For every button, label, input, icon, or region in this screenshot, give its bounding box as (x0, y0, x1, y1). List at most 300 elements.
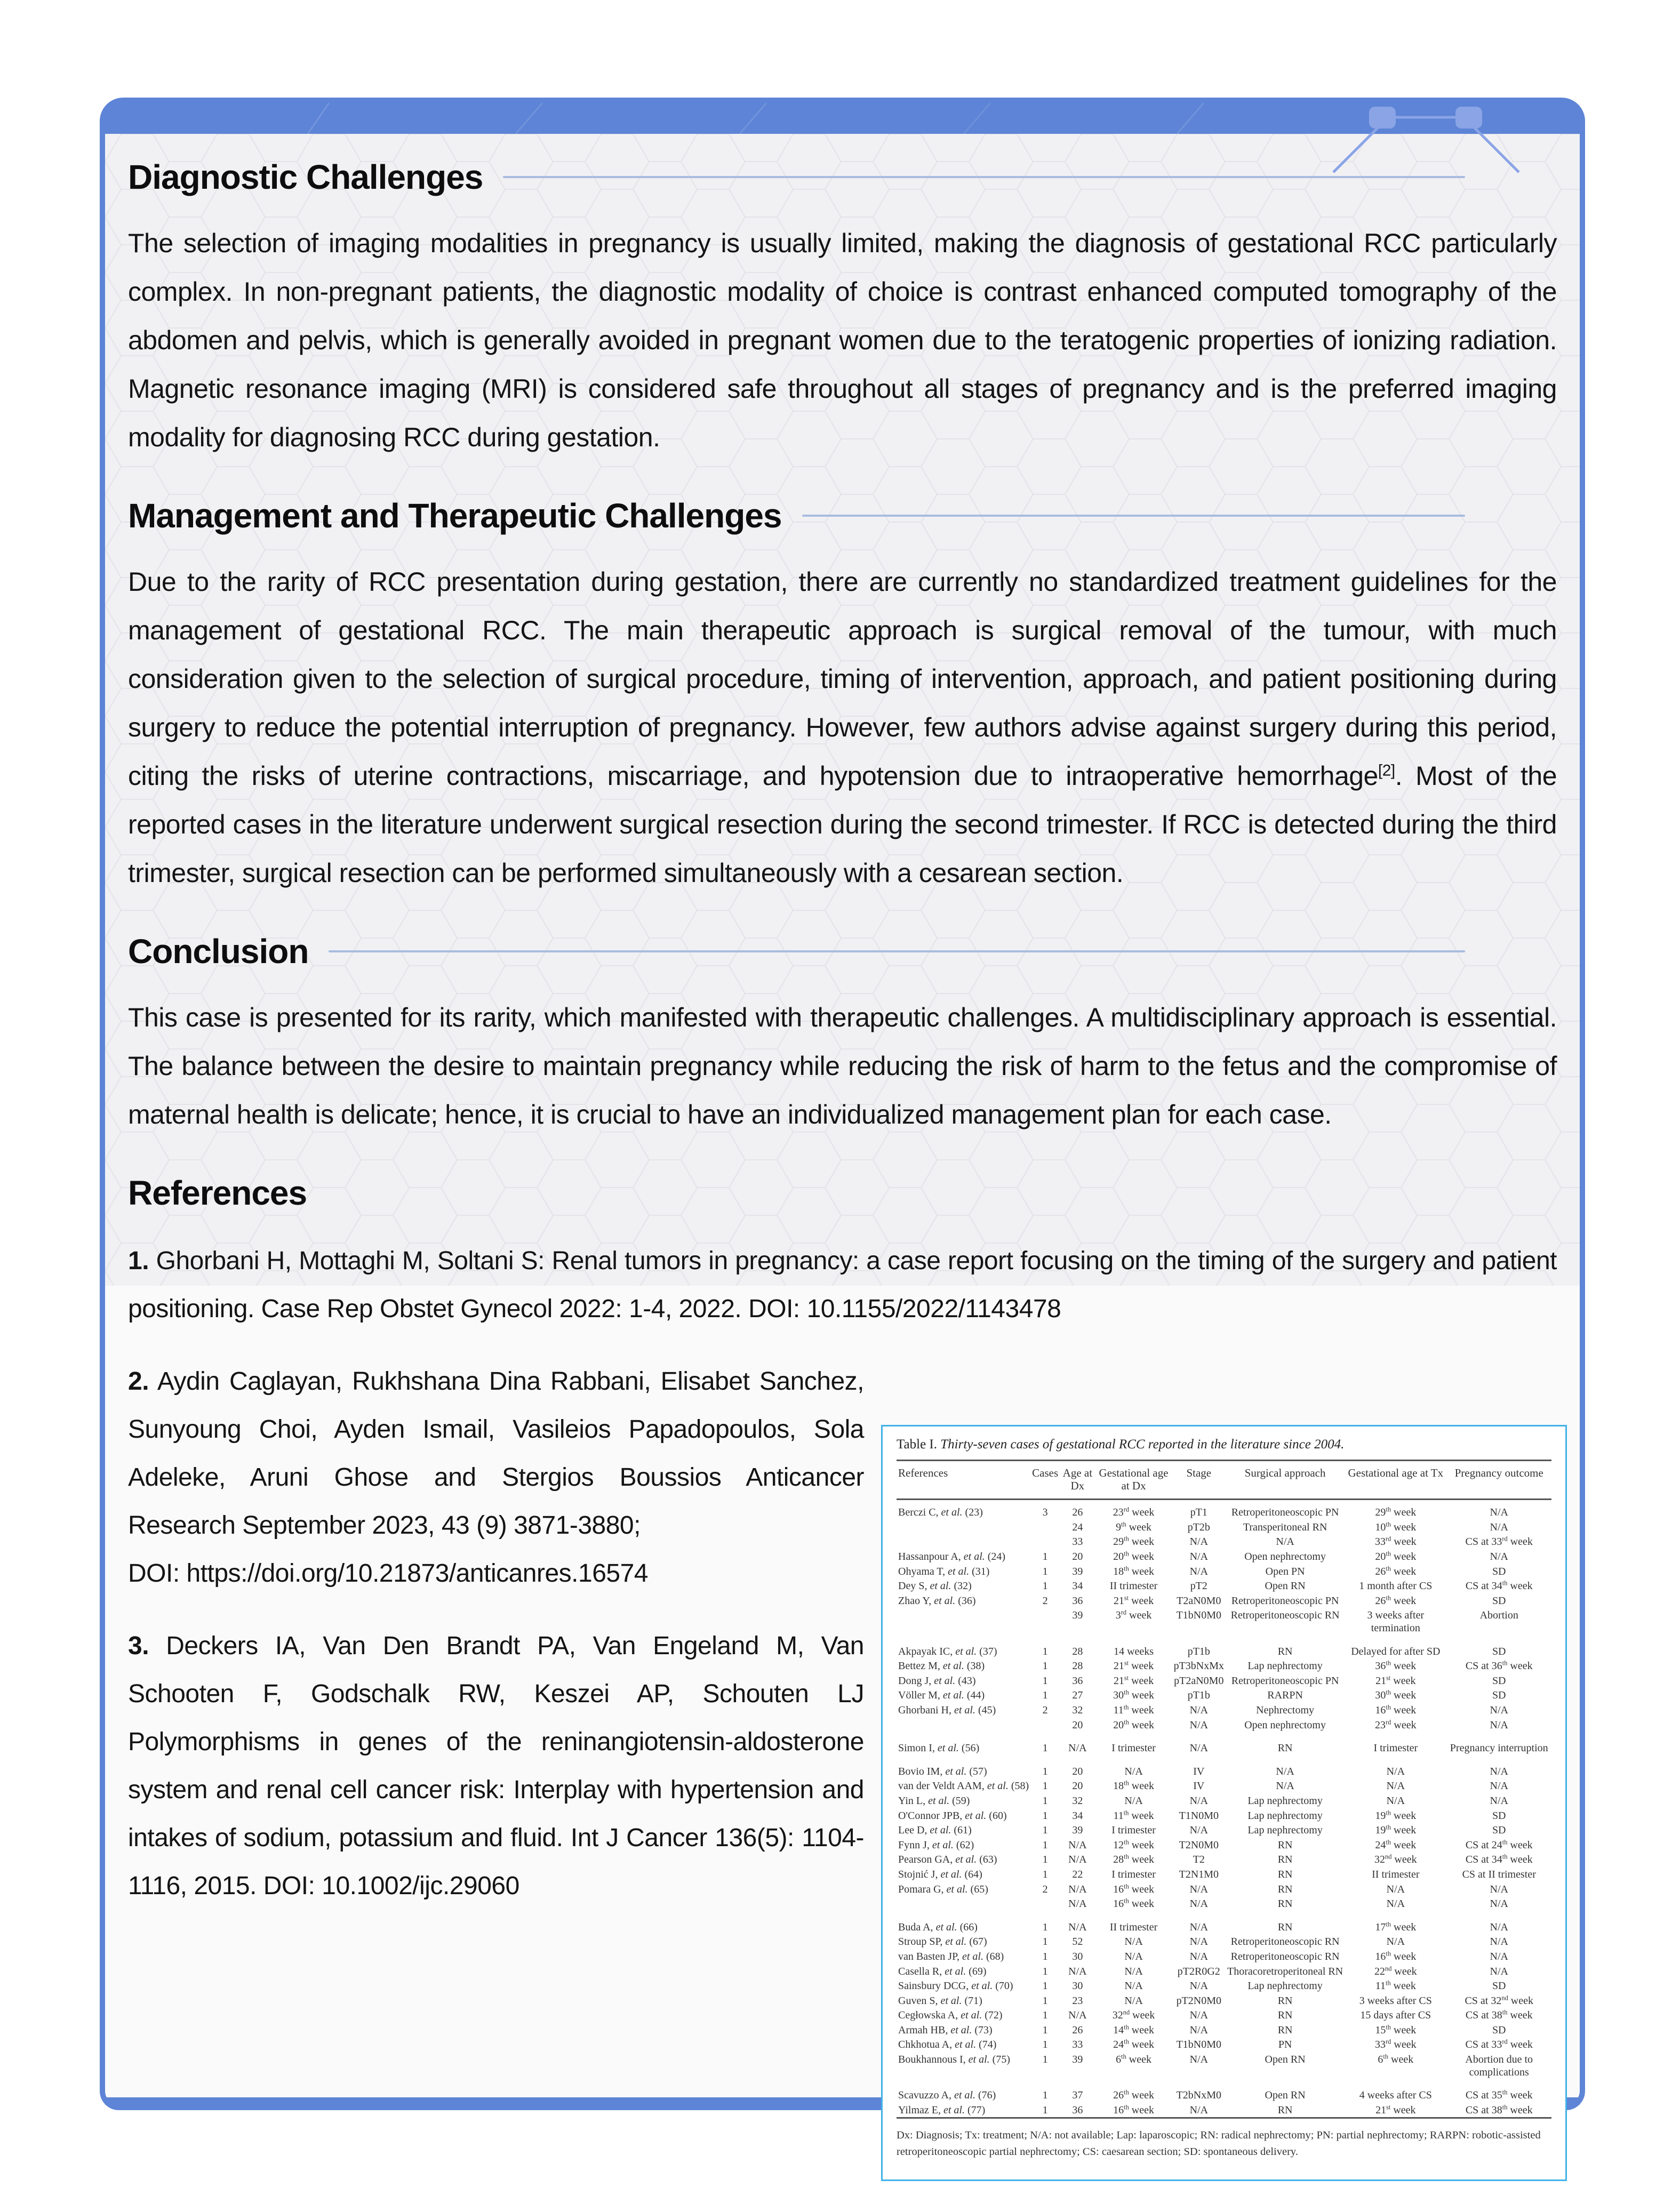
table-column-header: Stage (1172, 1461, 1226, 1500)
table-cell: 20 (1072, 1765, 1083, 1777)
table-cell: N/A (1276, 1536, 1294, 1548)
table-row (897, 1534, 1551, 1549)
table-header-row (897, 1461, 1551, 1500)
table-cell: pT1b (1187, 1645, 1210, 1657)
table-cell: 1 (1042, 1809, 1048, 1822)
table-cell: N/A (1386, 1765, 1405, 1777)
table-cell: Guven S, et al. (71) (898, 1994, 982, 2007)
table-cell: 16th week (1113, 2103, 1154, 2116)
table-cell: 3 (1042, 1506, 1048, 1519)
table-cell: N/A (1189, 1824, 1209, 1837)
table-cell: Ghorbani H, et al. (45) (898, 1704, 996, 1716)
table-cell: 36 (1072, 2104, 1083, 2116)
table-cell: pT2b (1187, 1521, 1210, 1533)
reference-number: 1. (128, 1247, 149, 1275)
table-cell: 52 (1072, 1936, 1083, 1948)
table-row (897, 1564, 1551, 1579)
table-cell (897, 1896, 1030, 1911)
table-cell: 1 (1042, 2104, 1048, 2116)
table-cell (1030, 1520, 1060, 1535)
table-cell: N/A (1276, 1780, 1294, 1792)
table-row (897, 1688, 1551, 1703)
table-cell: 10th week (1375, 1520, 1417, 1533)
table-row (897, 2037, 1551, 2052)
table-cell: Bovio IM, et al. (57) (898, 1765, 987, 1777)
table-cell: N/A (1068, 2009, 1087, 2022)
section-heading-diagnostic: Diagnostic Challenges (128, 158, 483, 196)
table-cell: 21st week (1113, 1594, 1154, 1607)
molecule-icon (1286, 103, 1516, 134)
table-cell: Open RN (1265, 2054, 1306, 2066)
table-cell: 11th week (1375, 1979, 1416, 1992)
table-cell: Armah HB, et al. (73) (898, 2024, 993, 2036)
table-cell: Pomara G, et al. (65) (898, 1883, 988, 1895)
table-column-header: References (897, 1461, 1030, 1500)
table-cell: 20th week (1375, 1550, 1417, 1563)
table-cell: N/A (1189, 2009, 1209, 2022)
table-cell: 1 (1042, 1551, 1048, 1563)
table-cell: N/A (1189, 1536, 1209, 1548)
table-cell: 17th week (1375, 1920, 1417, 1933)
table-cell: N/A (1386, 1794, 1405, 1807)
table-cell: CS at 34th week (1465, 1579, 1533, 1592)
table-row (897, 1636, 1551, 1659)
table-cell: N/A (1490, 1936, 1508, 1948)
table-cell: CS at 38th week (1465, 2103, 1533, 2116)
table-cell: T1bN0M0 (1176, 2039, 1222, 2051)
table-cell: I trimester (1111, 1868, 1156, 1880)
table-cell: Bettez M, et al. (38) (898, 1660, 985, 1672)
table-cell: Open nephrectomy (1244, 1551, 1326, 1563)
table-cell: IV (1193, 1780, 1205, 1792)
table-cell: T2 (1193, 1854, 1205, 1866)
table-cell: 1 (1042, 1645, 1048, 1657)
table-cell: I trimester (1373, 1742, 1418, 1754)
table-cell: Retroperitoneoscopic RN (1230, 1936, 1340, 1948)
table-cell: Retroperitoneoscopic RN (1230, 1950, 1340, 1962)
table-cell: N/A (1189, 1704, 1209, 1716)
table-row (897, 2008, 1551, 2023)
table-cell: N/A (1124, 1794, 1143, 1807)
table-row (897, 1838, 1551, 1853)
table-cell: Hassanpour A, et al. (24) (898, 1551, 1006, 1563)
table-cell: N/A (1189, 1950, 1209, 1962)
table-cell: RN (1277, 2104, 1293, 2116)
table-cell: Delayed for after SD (1351, 1645, 1441, 1657)
reference-doi: DOI: https://doi.org/10.21873/anticanres.16574 (128, 1559, 648, 1588)
table-cell: II trimester (1109, 1580, 1158, 1592)
table-cell: Yilmaz E, et al. (77) (898, 2104, 986, 2116)
section-references (128, 1173, 1557, 1213)
table-cell: 1 (1042, 1580, 1048, 1592)
table-cell: 32 (1072, 1794, 1083, 1807)
table-cell: RN (1277, 1839, 1293, 1851)
table-row (897, 1949, 1551, 1964)
table-cell: 33 (1072, 2039, 1083, 2051)
table-cell: Dong J, et al. (43) (898, 1674, 976, 1687)
table-row (897, 1964, 1551, 1979)
table-cell: Retroperitoneoscopic PN (1231, 1506, 1339, 1519)
table-cell: 16th week (1113, 1882, 1154, 1895)
table-cell: N/A (1490, 1780, 1508, 1792)
table-cell: pT2N0M0 (1176, 1994, 1222, 2007)
table-cell: 1 (1042, 1868, 1048, 1880)
table-cell: II trimester (1109, 1921, 1158, 1933)
section-management-challenges (128, 496, 1557, 535)
table-row (897, 1896, 1551, 1911)
table-cell: SD (1492, 2024, 1506, 2036)
table-cell: RN (1277, 2009, 1293, 2022)
table-cell: N/A (1490, 1551, 1508, 1563)
table-cell: Chkhotua A, et al. (74) (898, 2039, 997, 2051)
table-cell: Lap nephrectomy (1247, 1809, 1323, 1822)
table-cell: Abortion (1479, 1609, 1518, 1622)
table-cell: I trimester (1111, 1824, 1156, 1837)
reference-number: 2. (128, 1367, 149, 1396)
table-row (897, 1673, 1551, 1688)
table-cell: Akpayak IC, et al. (37) (898, 1645, 997, 1657)
table-cell: N/A (1490, 1950, 1508, 1962)
table-cell: 20 (1072, 1780, 1083, 1792)
table-cell: T2aN0M0 (1177, 1594, 1221, 1607)
table-cell: 32nd week (1112, 2008, 1155, 2022)
table-cell: T1N0M0 (1179, 1809, 1219, 1822)
table-cell: pT1 (1190, 1506, 1207, 1519)
table-cell: RN (1277, 2024, 1293, 2036)
table-cell: CS at 38th week (1465, 2008, 1533, 2022)
header-band (105, 103, 1580, 134)
table-footnote: Dx: Diagnosis; Tx: treatment; N/A: not available; Lap: laparoscopic; RN: radical nephrectomy; PN: partial nephrectomy; RARPN: robotic-assisted retroperitoneoscopic partial nephrectomy; CS: caesarean section; SD: spontaneous delivery. (897, 2129, 1541, 2158)
citation-superscript: [2] (1378, 762, 1395, 780)
table-cell: Pearson GA, et al. (63) (898, 1854, 997, 1866)
table-cell: N/A (1189, 2104, 1209, 2116)
table-row (897, 2103, 1551, 2118)
table-cell: 32nd week (1374, 1853, 1417, 1866)
table-row (897, 1500, 1551, 1520)
table-cell: 1 (1042, 1839, 1048, 1851)
table-cell: N/A (1490, 1883, 1508, 1895)
section-conclusion (128, 932, 1557, 971)
heading-rule (802, 515, 1466, 517)
table-cell: 39 (1072, 1565, 1083, 1577)
table-cell: Völler M, et al. (44) (898, 1689, 985, 1702)
table-cell: 2 (1042, 1594, 1048, 1607)
table-cell: O'Connor JPB, et al. (60) (898, 1809, 1007, 1822)
table-cell: 21st week (1375, 1674, 1416, 1687)
table-cell: 20th week (1113, 1550, 1154, 1563)
table-cell: Open PN (1265, 1565, 1305, 1577)
reference-number: 3. (128, 1632, 149, 1660)
table-cell: N/A (1189, 1883, 1209, 1895)
table-cell: CS at 33rd week (1465, 1535, 1533, 1548)
table-cell: 22 (1072, 1868, 1083, 1880)
table-cell: Retroperitoneoscopic PN (1231, 1674, 1339, 1687)
table-cell: Casella R, et al. (69) (898, 1965, 987, 1977)
table-cell: N/A (1189, 1719, 1209, 1731)
table-column-header: Gestational age at Dx (1095, 1461, 1172, 1500)
table-cell: 1 (1042, 2089, 1048, 2102)
table-cell: N/A (1490, 1965, 1508, 1977)
table-cell: 24th week (1375, 1838, 1417, 1851)
table-row (897, 1593, 1551, 1608)
table-cell: 1 (1042, 1674, 1048, 1687)
table-row (897, 1718, 1551, 1733)
table-column-header: Gestational age at Tx (1345, 1461, 1446, 1500)
table-cell: N/A (1068, 1965, 1087, 1977)
table-cell: 22nd week (1374, 1964, 1417, 1977)
table-cell (1030, 1608, 1060, 1635)
table-row (897, 1793, 1551, 1808)
table-cell: SD (1492, 1980, 1506, 1992)
table-cell: 1 (1042, 1565, 1048, 1577)
table-row (897, 2079, 1551, 2103)
table-row (897, 1520, 1551, 1535)
table-row (897, 1852, 1551, 1867)
table-cell: 36 (1072, 1674, 1083, 1687)
table-row (897, 1934, 1551, 1949)
section-diagnostic-challenges (128, 157, 1557, 197)
table-cell: RN (1277, 1883, 1293, 1895)
table-cell: N/A (1068, 1839, 1087, 1851)
table-cell: RN (1277, 1854, 1293, 1866)
table-column-header: Surgical approach (1226, 1461, 1345, 1500)
table-row (897, 1756, 1551, 1779)
table-cell: N/A (1189, 1980, 1209, 1992)
table-cell: Open RN (1265, 1580, 1306, 1592)
table-cell: IV (1193, 1765, 1205, 1777)
table-cell: SD (1492, 1824, 1506, 1837)
table-cell: 30 (1072, 1980, 1083, 1992)
table-row (897, 1549, 1551, 1564)
table-cell: RN (1277, 1921, 1293, 1933)
table-row (897, 1778, 1551, 1793)
table-cell: 2 (1042, 1883, 1048, 1895)
table-row (897, 1823, 1551, 1838)
table-cell: SD (1492, 1689, 1506, 1702)
table-cell: 20 (1072, 1719, 1083, 1731)
table-cell: N/A (1490, 1506, 1508, 1519)
table-cell: Open nephrectomy (1244, 1719, 1326, 1731)
table-cell: N/A (1124, 1950, 1143, 1962)
table-cell: pT2aN0M0 (1174, 1674, 1224, 1687)
table-cell: 1 (1042, 1660, 1048, 1672)
table-cell: Yin L, et al. (59) (898, 1794, 970, 1807)
table-cell: Buda A, et al. (66) (898, 1921, 978, 1933)
table-cell (897, 1608, 1030, 1635)
table-cell: 24 (1072, 1521, 1083, 1533)
table-cell: Berczi C, et al. (23) (898, 1506, 983, 1519)
table-cell: Lee D, et al. (61) (898, 1824, 972, 1837)
table-cell: 23rd week (1113, 1505, 1155, 1519)
table-cell: 1 (1042, 1742, 1048, 1754)
table-cell: SD (1492, 1645, 1506, 1657)
table-cell: Simon I, et al. (56) (898, 1742, 980, 1754)
table-row (897, 1867, 1551, 1882)
table-cell: 1 (1042, 1854, 1048, 1866)
table-cell: Fynn J, et al. (62) (898, 1839, 974, 1851)
page-content (105, 134, 1580, 2158)
table-cell: 14th week (1113, 2023, 1154, 2036)
table-cell: 36 (1072, 1594, 1083, 1607)
table-cell: Ohyama T, et al. (31) (898, 1565, 990, 1577)
table-cell: 39 (1072, 2054, 1083, 2066)
table-cell: 15 days after CS (1360, 2009, 1431, 2022)
table-cell: 1 (1042, 1689, 1048, 1702)
table-cell: PN (1278, 2039, 1292, 2051)
table-row (897, 1882, 1551, 1897)
table-cell: 1 (1042, 1765, 1048, 1777)
table-cell: N/A (1068, 1854, 1087, 1866)
table-cell: N/A (1386, 1780, 1405, 1792)
table-cell: pT1b (1187, 1689, 1210, 1702)
table-cell: N/A (1124, 1765, 1143, 1777)
table-cell: Cegłowska A, et al. (72) (898, 2009, 1003, 2022)
table-row (897, 1658, 1551, 1673)
table-cell: N/A (1189, 2054, 1209, 2066)
table-cell: N/A (1124, 1980, 1143, 1992)
table-cell: 39 (1072, 1609, 1083, 1622)
table-cell: 20th week (1113, 1718, 1154, 1731)
table-cell: Retroperitoneoscopic RN (1230, 1609, 1340, 1622)
table-cell (1030, 1534, 1060, 1549)
table-cell: 39 (1072, 1824, 1083, 1837)
heading-rule (503, 176, 1465, 178)
table-cell: SD (1492, 1565, 1506, 1577)
table-cell: pT2 (1190, 1580, 1207, 1592)
table-cell: 26th week (1375, 1594, 1417, 1607)
table-row (897, 1993, 1551, 2008)
table-cell: 26th week (1375, 1565, 1417, 1577)
table-cell: 1 (1042, 1965, 1048, 1977)
table-cell: 33rd week (1375, 1535, 1417, 1548)
table-cell: 29th week (1375, 1505, 1417, 1519)
table-cell: 21st week (1113, 1659, 1154, 1672)
table-cell: 2 (1042, 1704, 1048, 1716)
table-figure (881, 1425, 1567, 2181)
table-cell: 6th week (1378, 2053, 1414, 2066)
table-cell (1030, 1718, 1060, 1733)
table-cell: 26 (1072, 1506, 1083, 1519)
table-cell: 28 (1072, 1645, 1083, 1657)
table-cell: 19th week (1375, 1808, 1417, 1822)
table-cell: 1 (1042, 1936, 1048, 1948)
table-cell: Thoracoretroperitoneal RN (1227, 1965, 1343, 1977)
table-cell: Boukhannous I, et al. (75) (898, 2054, 1010, 2066)
table-cell: 3 weeks after CS (1359, 1994, 1432, 2007)
table-cell (897, 1520, 1030, 1535)
table-cell: N/A (1490, 1794, 1508, 1807)
table-cell: RN (1277, 1898, 1293, 1910)
table-cell: Zhao Y, et al. (36) (898, 1594, 976, 1607)
table-cell: N/A (1068, 1742, 1087, 1754)
table-cell: CS at 35th week (1465, 2088, 1533, 2102)
table-cell: 36th week (1375, 1659, 1417, 1672)
table-row (897, 1978, 1551, 1993)
table-cell: CS at 32nd week (1465, 1994, 1533, 2007)
section-heading-references: References (128, 1174, 307, 1212)
table-cell: CS at II trimester (1462, 1868, 1536, 1880)
table-row (897, 1732, 1551, 1756)
table-cell: 26th week (1113, 2088, 1154, 2102)
table-cell: N/A (1276, 1765, 1294, 1777)
table-cell: N/A (1189, 1565, 1209, 1577)
table-row (897, 1608, 1551, 1635)
table-cell: N/A (1189, 1742, 1209, 1754)
table-cell: 34 (1072, 1580, 1083, 1592)
table-column-header: Pregnancy outcome (1446, 1461, 1551, 1500)
table-row (897, 1808, 1551, 1823)
table-cell: N/A (1490, 1704, 1508, 1716)
table-cell: N/A (1068, 1883, 1087, 1895)
table-cell: RN (1277, 1868, 1293, 1880)
table-cell: 28th week (1113, 1853, 1154, 1866)
table-cell: Sainsbury DCG, et al. (70) (898, 1980, 1013, 1992)
table-cell: Lap nephrectomy (1247, 1824, 1323, 1837)
table-cell: RN (1277, 1994, 1293, 2007)
heading-rule (329, 950, 1465, 952)
table-title: Table I. Thirty-seven cases of gestational RCC reported in the literature since 2004. (897, 1437, 1345, 1452)
paragraph-conclusion: This case is presented for its rarity, which manifested with therapeutic challenges. A multidisciplinary approach is essential. The balance between the desire to maintain pregnancy while reducing the risk of harm to the fetus and the compromise of maternal health is delicate; hence, it is crucial to have an individualized management plan for each case. (128, 1003, 1557, 1129)
section-heading-management: Management and Therapeutic Challenges (128, 496, 782, 535)
table-cell: 16th week (1113, 1897, 1154, 1910)
table-cell: 1 (1042, 1824, 1048, 1837)
table-cell: 19th week (1375, 1823, 1417, 1837)
table-cell: pT2R0G2 (1177, 1965, 1220, 1977)
table-cell: N/A (1189, 2024, 1209, 2036)
table-cell: 18th week (1113, 1779, 1154, 1792)
table-cell: 1 month after CS (1359, 1580, 1433, 1592)
table-cell (897, 1534, 1030, 1549)
table-cell: 11th week (1113, 1808, 1154, 1822)
table-cell: Lap nephrectomy (1247, 1660, 1323, 1672)
table-cell: N/A (1386, 1936, 1405, 1948)
paragraph-management: Due to the rarity of RCC presentation during gestation, there are currently no standardized treatment guidelines for the management of gestational RCC. The main therapeutic approach is surgical removal of the tumour, with much consideration given to the selection of surgical procedure, timing of intervention, approach, and patient positioning during surgery to reduce the potential interruption of pregnancy. However, few authors advise against surgery during this period, citing the risks of uterine contractions, miscarriage, and hypotension due to intraoperative hemorrhage[2]. Most of the reported cases in the literature underwent surgical resection during the second trimester. If RCC is detected during the third trimester, surgical resection can be performed simultaneously with a cesarean section. (128, 567, 1557, 888)
table-cell: 28 (1072, 1660, 1083, 1672)
table-cell: 1 (1042, 1921, 1048, 1933)
table-cell: 3rd week (1115, 1608, 1152, 1622)
table-column-header: Cases (1030, 1461, 1060, 1500)
table-cell: Stojnić J, et al. (64) (898, 1868, 982, 1880)
section-heading-conclusion: Conclusion (128, 932, 309, 971)
table-cell: 37 (1072, 2089, 1083, 2102)
table-cell: N/A (1386, 1898, 1405, 1910)
table-row (897, 1703, 1551, 1718)
table-cell: van der Veldt AAM, et al. (58) (898, 1780, 1029, 1792)
table-cell: Open RN (1265, 2089, 1306, 2102)
table-cell: 14 weeks (1114, 1645, 1154, 1657)
table-cell: N/A (1490, 1921, 1508, 1933)
table-cell: N/A (1124, 1994, 1143, 2007)
table-cell: Abortion due to complications (1465, 2054, 1533, 2078)
table-cell: pT3bNxMx (1173, 1660, 1225, 1672)
table-cell: N/A (1386, 1883, 1405, 1895)
table-cell: 21st week (1375, 2103, 1416, 2116)
table-cell: 1 (1042, 2039, 1048, 2051)
table-cell: CS at 34th week (1465, 1853, 1533, 1866)
table-cell: T1bN0M0 (1176, 1609, 1222, 1622)
table-cell: 23rd week (1375, 1718, 1417, 1731)
table-cell: T2bNxM0 (1176, 2089, 1222, 2102)
table-row (897, 1578, 1551, 1593)
table-cell: N/A (1189, 1898, 1209, 1910)
table-cell: 1 (1042, 1980, 1048, 1992)
table-cell: N/A (1490, 1521, 1508, 1533)
table-cell: Transperitoneal RN (1243, 1521, 1327, 1533)
table-cell: N/A (1124, 1965, 1143, 1977)
table-cell: N/A (1068, 1898, 1087, 1910)
table-cell: 20 (1072, 1551, 1083, 1563)
table-cell: RN (1277, 1742, 1293, 1754)
